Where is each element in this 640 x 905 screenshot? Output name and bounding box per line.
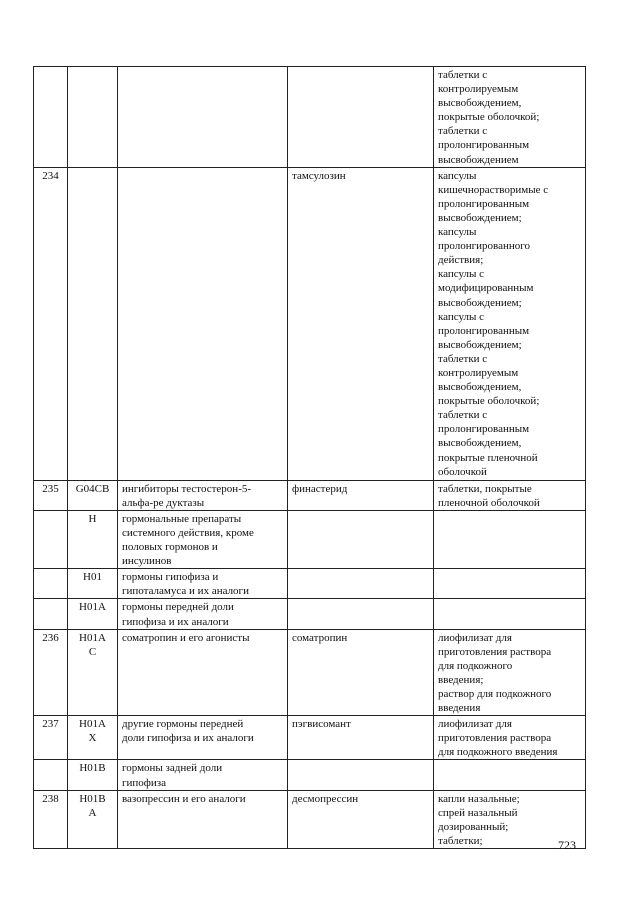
atc-code-cell: G04CB: [68, 480, 118, 510]
inn-cell: соматропин: [288, 629, 434, 716]
group-name-cell: [118, 167, 288, 480]
row-number-cell: [34, 569, 68, 599]
group-name-cell: ингибиторы тестостерон-5- альфа-ре дуктазы: [118, 480, 288, 510]
table-row: [34, 167, 586, 480]
inn-cell: [288, 510, 434, 568]
atc-code-cell: H01A X: [68, 716, 118, 760]
group-name-cell: гормоны задней доли гипофиза: [118, 760, 288, 790]
row-number-cell: 238: [34, 790, 68, 848]
drug-list-table: [33, 66, 586, 849]
table-row: [34, 67, 586, 168]
row-number-cell: [34, 599, 68, 629]
table-row: [34, 510, 586, 568]
group-name-cell: вазопрессин и его аналоги: [118, 790, 288, 848]
dosage-forms-cell: [434, 510, 586, 568]
group-name-cell: соматропин и его агонисты: [118, 629, 288, 716]
table-row: [34, 569, 586, 599]
table-row: [34, 480, 586, 510]
atc-code-cell: H: [68, 510, 118, 568]
dosage-forms-cell: лиофилизат для приготовления раствора для подкожного введения: [434, 716, 586, 760]
dosage-forms-cell: [434, 760, 586, 790]
atc-code-cell: [68, 67, 118, 168]
dosage-forms-cell: капсулы кишечнорастворимые с пролонгированным высвобождением; капсулы пролонгированного действия; капсулы с модифицированным высвобождением; капсулы с пролонгированным высвобождением; таблетки с контролируемым высвобождением, покрытые оболочкой; таблетки с пролонгированным высвобождением, покрытые пленочной оболочкой: [434, 167, 586, 480]
page-number: 723: [558, 838, 576, 852]
atc-code-cell: H01A: [68, 599, 118, 629]
row-number-cell: [34, 510, 68, 568]
atc-code-cell: [68, 167, 118, 480]
table-row: [34, 760, 586, 790]
group-name-cell: гормоны передней доли гипофиза и их аналоги: [118, 599, 288, 629]
atc-code-cell: H01B: [68, 760, 118, 790]
atc-code-cell: H01: [68, 569, 118, 599]
dosage-forms-cell: капли назальные; спрей назальный дозированный; таблетки;: [434, 790, 586, 848]
group-name-cell: другие гормоны передней доли гипофиза и их аналоги: [118, 716, 288, 760]
table-row: [34, 599, 586, 629]
row-number-cell: [34, 760, 68, 790]
inn-cell: пэгвисомант: [288, 716, 434, 760]
group-name-cell: гормональные препараты системного действия, кроме половых гормонов и инсулинов: [118, 510, 288, 568]
table-row: [34, 629, 586, 716]
atc-code-cell: H01A C: [68, 629, 118, 716]
inn-cell: [288, 67, 434, 168]
inn-cell: [288, 760, 434, 790]
row-number-cell: 235: [34, 480, 68, 510]
group-name-cell: [118, 67, 288, 168]
inn-cell: десмопрессин: [288, 790, 434, 848]
dosage-forms-cell: таблетки с контролируемым высвобождением, покрытые оболочкой; таблетки с пролонгированным высвобождением: [434, 67, 586, 168]
dosage-forms-cell: [434, 599, 586, 629]
row-number-cell: 234: [34, 167, 68, 480]
group-name-cell: гормоны гипофиза и гипоталамуса и их аналоги: [118, 569, 288, 599]
atc-code-cell: H01B A: [68, 790, 118, 848]
dosage-forms-cell: [434, 569, 586, 599]
dosage-forms-cell: таблетки, покрытые пленочной оболочкой: [434, 480, 586, 510]
inn-cell: [288, 569, 434, 599]
table-row: [34, 716, 586, 760]
dosage-forms-cell: лиофилизат для приготовления раствора для подкожного введения; раствор для подкожного введения: [434, 629, 586, 716]
inn-cell: финастерид: [288, 480, 434, 510]
table-row: [34, 790, 586, 848]
inn-cell: тамсулозин: [288, 167, 434, 480]
row-number-cell: 237: [34, 716, 68, 760]
row-number-cell: 236: [34, 629, 68, 716]
row-number-cell: [34, 67, 68, 168]
inn-cell: [288, 599, 434, 629]
